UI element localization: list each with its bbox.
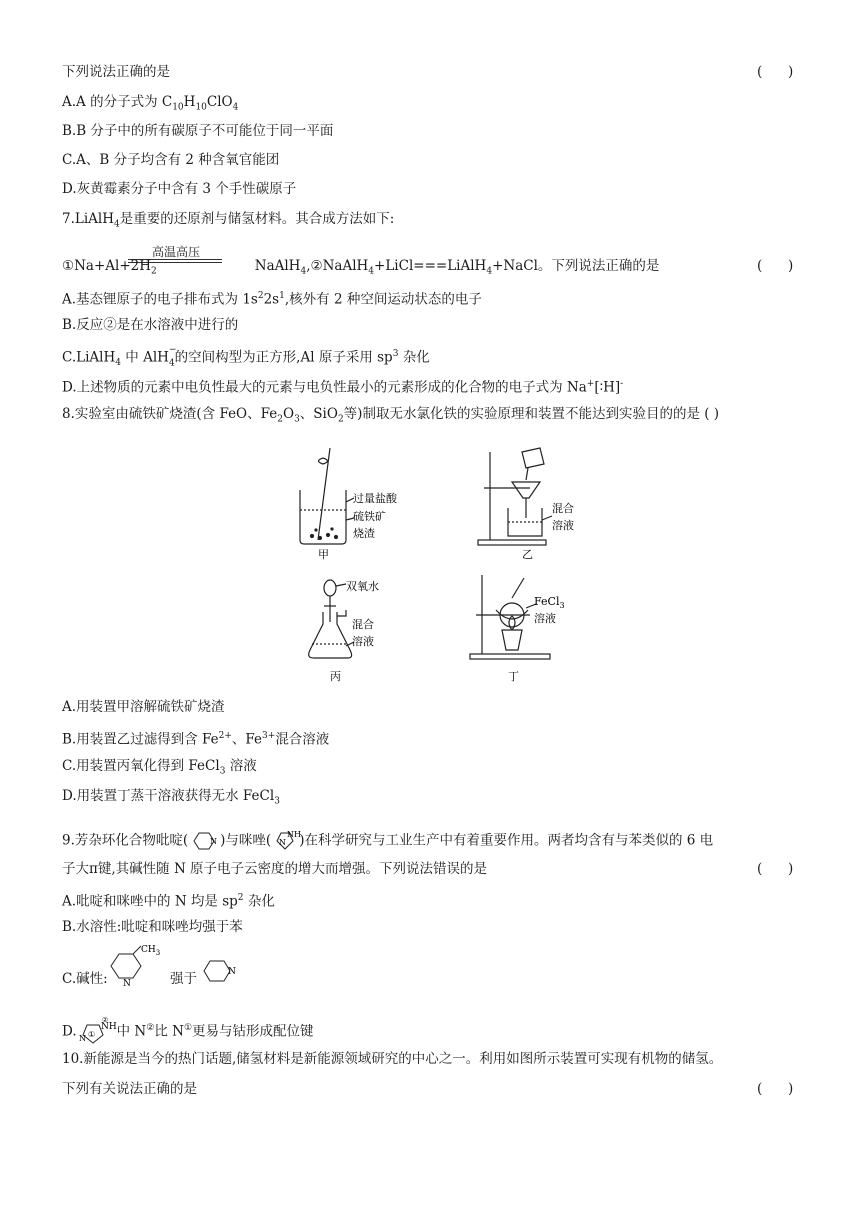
jia-caption: 甲: [318, 548, 329, 561]
q9-answer-paren: ( ): [757, 861, 794, 877]
bing-label-peroxide: 双氧水: [346, 580, 379, 593]
q9-option-b: B.水溶性:吡啶和咪唑均强于苯: [62, 919, 243, 935]
jia-label-acid: 过量盐酸: [353, 492, 397, 505]
svg-text:NH: NH: [287, 830, 302, 839]
q9-stem-line2: 子大π键,其碱性随 N 原子电子云密度的增大而增强。下列说法错误的是: [62, 861, 488, 877]
q6-option-a: A.A 的分子式为 $C_{10}H_{10}ClO_4$: [62, 94, 239, 113]
svg-text:N: N: [279, 838, 287, 847]
bing-label-mixed: 混合: [352, 618, 374, 631]
apparatus-yi: [478, 448, 552, 545]
q8-stem: 8.实验室由硫铁矿烧渣(含 FeO、$Fe_2O_3$、SiO$_2$等)制取无水氯化铁的实验原理和装置不能达到实验目的的是 ( ): [62, 406, 720, 425]
ding-label-solution: 溶液: [534, 612, 556, 625]
q8-apparatus-figure: [290, 440, 590, 690]
methylpyridine-n-label: N: [123, 979, 131, 989]
bing-label-solution: 溶液: [352, 635, 374, 648]
ding-caption: 丁: [508, 670, 519, 683]
q9-option-c-stronger: 强于: [170, 971, 197, 987]
q6-answer-paren: ( ): [757, 64, 794, 80]
q9-option-d: D. N ① NH ② 中 N②比 N①更易与钴形成配位键: [62, 1017, 314, 1047]
methylpyridine-structure: [105, 942, 165, 988]
jia-label-slag: 烧渣: [353, 527, 375, 540]
yi-label-mixed: 混合: [552, 502, 574, 515]
q10-answer-paren: ( ): [757, 1081, 794, 1097]
q9-option-a: A.吡啶和咪唑中的 N 均是 $sp^2$ 杂化: [62, 893, 275, 910]
q6-option-c: C.A、B 分子均含有 2 种含氧官能团: [62, 152, 280, 168]
q7-option-d: D.上述物质的元素中电负性最大的元素与电负性最小的元素形成的化合物的电子式为 Na+[∶H]-: [62, 379, 624, 396]
q10-stem-line2: 下列有关说法正确的是: [62, 1081, 197, 1097]
imidazole-numbered-structure: [77, 1017, 117, 1047]
q6-option-d: D.灰黄霉素分子中含有 3 个手性碳原子: [62, 181, 297, 197]
pyridine-c-n-label: N: [228, 967, 236, 977]
q8-option-c: C.用装置丙氧化得到 FeCl$_3$ 溶液: [62, 758, 257, 777]
svg-text:NH: NH: [100, 1022, 117, 1032]
pyridine-structure: [188, 830, 220, 852]
q7-option-b: B.反应②是在水溶液中进行的: [62, 317, 239, 333]
q8-option-a: A.用装置甲溶解硫铁矿烧渣: [62, 699, 225, 715]
q6-stem: 下列说法正确的是: [62, 64, 170, 80]
yi-label-solution: 溶液: [552, 519, 574, 532]
q7-equation: $①Na+Al+2H_2$ NaAlH$_4$,②NaAlH$_4$+LiCl===LiAlH$_4$+NaCl。下列说法正确的是: [62, 258, 660, 277]
q8-option-d: D.用装置丁蒸干溶液获得无水 FeCl$_3$: [62, 788, 280, 807]
q8-option-b: B.用装置乙过滤得到含 $Fe^{2+}$、$Fe^{3+}$混合溶液: [62, 731, 330, 748]
q7-option-a: A.基态锂原子的电子排布式为 $1s^22s^1$,核外有 2 种空间运动状态的电子: [62, 291, 482, 308]
ding-label-fecl3: FeCl$_3$: [534, 595, 565, 610]
q9-stem-line1: 9.芳杂环化合物吡啶( N )与咪唑( N NH )在科学研究与工业生产中有着重要作用。两者均含有与苯类似的 6 电: [62, 829, 713, 853]
svg-text:N: N: [78, 1034, 86, 1043]
q6-option-b: B.B 分子中的所有碳原子不可能位于同一平面: [62, 123, 334, 139]
q10-stem-line1: 10.新能源是当今的热门话题,储氢材料是新能源领域研究的中心之一。利用如图所示装置可实现有机物的储氢。: [62, 1051, 723, 1067]
jia-label-ore: 硫铁矿: [353, 510, 386, 523]
imidazole-structure: [271, 829, 302, 853]
svg-text:①: ①: [87, 1030, 95, 1039]
svg-text:②: ②: [101, 1016, 108, 1024]
methyl-label: $CH_3$: [141, 945, 161, 957]
q9-option-c-label: C.碱性:: [62, 971, 108, 987]
apparatus-jia: [300, 448, 354, 544]
svg-text:N: N: [210, 837, 218, 846]
q7-reaction-condition: 高温高压: [151, 245, 200, 259]
q7-intro: 7.LiAlH$_4$是重要的还原剂与储氢材料。其合成方法如下:: [62, 211, 395, 230]
q7-answer-paren: ( ): [757, 258, 794, 274]
pyridine-structure-c: [200, 956, 240, 986]
bing-caption: 丙: [330, 670, 341, 683]
yi-caption: 乙: [522, 548, 533, 561]
q7-option-c: C.LiAlH$_4$ 中 AlH − $_4$的空间构型为正方形,Al 原子采用 $sp^3$ 杂化: [62, 344, 430, 369]
